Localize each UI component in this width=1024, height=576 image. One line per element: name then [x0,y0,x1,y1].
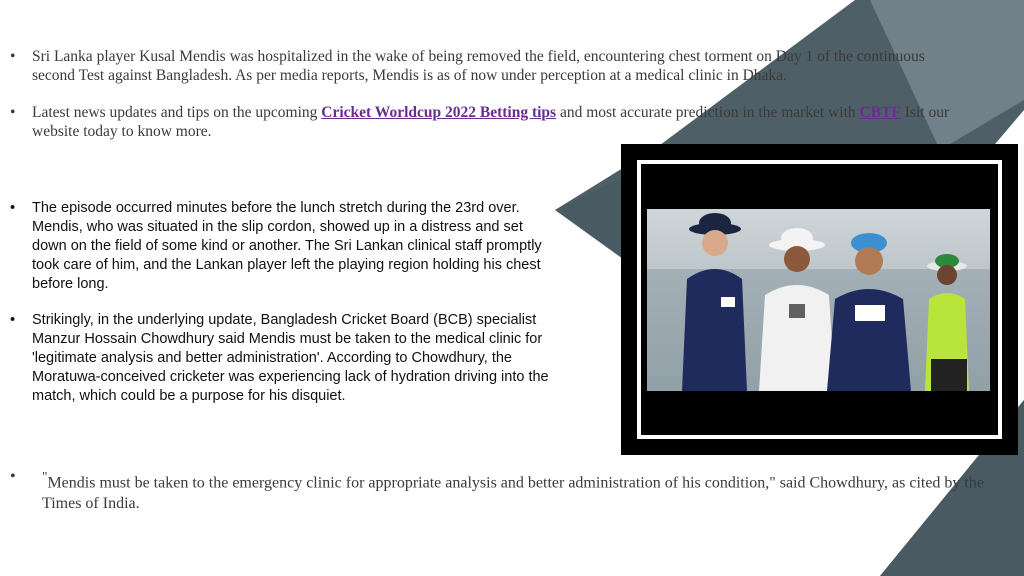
quote-text [42,466,990,514]
betting-text-before: Latest news updates and tips on the upcoming [32,104,322,121]
cricket-players-illustration [647,209,990,391]
bullet-text-betting [32,103,970,141]
betting-tips-link[interactable]: Cricket Worldcup 2022 Betting tips [321,104,557,121]
quote-open-mark: " [42,469,48,484]
betting-text-after: Isit our website today to know more. [32,104,950,140]
bullet-text-hospitalized: Sri Lanka player Kusal Mendis was hospitalized in the wake of being removed the field, encountering chest torment on Day 1 of the continuous second Test against Bangladesh. As per media reports, Mendis is as of now under perception at a medical clinic in Dhaka. [32,48,925,84]
bullet-text-episode: The episode occurred minutes before the lunch stretch during the 23rd over. Mendis, who was situated in the slip cordon, showed up in a distress and set down on the field of some kind or another. The Sri Lankan clinical staff promptly took care of him, and the Lankan player left the playing region holding his chest before long. [32,200,542,292]
badge-moose-2 [855,305,885,321]
bullet-item-quote [10,466,990,514]
quote-body: Mendis must be taken to the emergency clinic for appropriate analysis and better administration of his condition," said Chowdhury, as cited by the Times of India. [42,474,984,513]
bullet-item-2 [10,103,970,141]
bullet-text-strikingly: Strikingly, in the underlying update, Bangladesh Cricket Board (BCB) specialist Manzur Hossain Chowdhury said Mendis must be taken to the medical clinic for 'legitimate analysis and better administration'. According to Chowdhury, the Moratuwa-conceived cricketer was experiencing lack of hydration driving into the match, which could be a purpose for his disquiet. [32,312,549,404]
bullet-item-3 [10,199,550,294]
bullet-symbol: • [10,312,16,328]
bullet-symbol: • [10,104,16,121]
cricket-players-photo [647,209,990,391]
bullet-item-4 [10,311,550,406]
bullet-symbol: • [10,468,16,485]
bullet-symbol: • [10,200,16,216]
betting-text-middle: and most accurate prediction in the market with [556,104,860,121]
bullet-symbol: • [10,48,16,65]
cbtf-link[interactable]: CBTF [859,104,901,121]
badge-moose-1 [721,297,735,307]
bullet-item-1 [10,47,970,85]
photo-frame [621,144,1018,455]
